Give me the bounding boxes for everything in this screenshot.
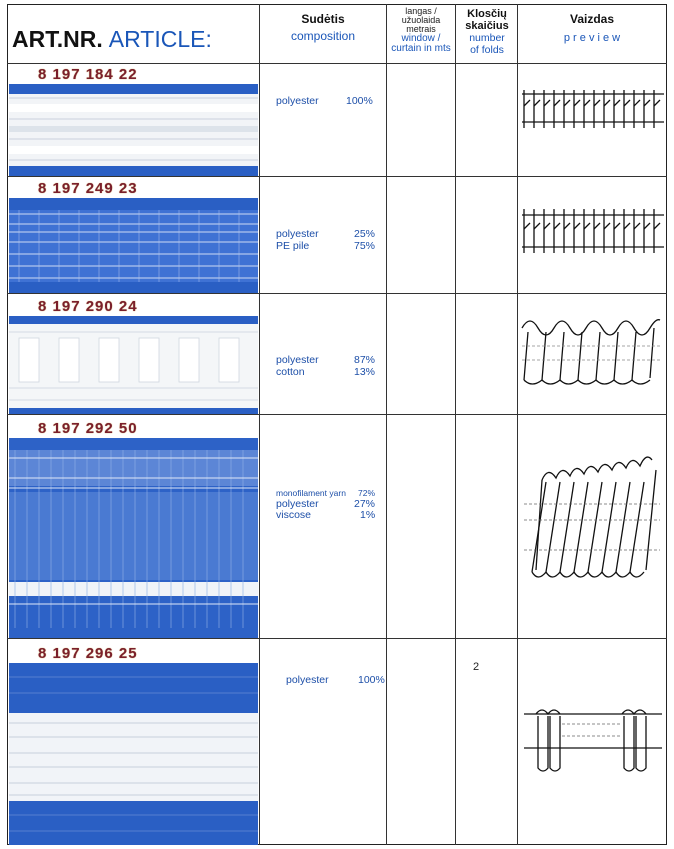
material-percent: 87% xyxy=(354,354,376,366)
material-percent: 13% xyxy=(354,366,376,378)
composition-block xyxy=(276,228,375,252)
article-number: 8 197 292 50 xyxy=(38,420,138,437)
column-divider xyxy=(455,4,456,845)
article-number: 8 197 184 22 xyxy=(38,66,138,83)
diagonal-pleat-icon xyxy=(522,452,666,588)
material-percent: 72% xyxy=(358,488,376,498)
column-divider xyxy=(386,4,387,845)
article-label: ARTICLE: xyxy=(108,26,212,52)
row-divider xyxy=(7,638,667,639)
composition-block xyxy=(276,354,375,378)
folds-title-1: Klosčių xyxy=(467,8,507,20)
article-number: 8 197 249 23 xyxy=(38,180,138,197)
material-name: monofilament yarn xyxy=(276,488,346,498)
composition-subtitle: composition xyxy=(290,29,356,43)
tape-swatch xyxy=(9,84,258,176)
material-name: cotton xyxy=(276,366,305,378)
window-title-3: metrais xyxy=(406,24,436,34)
hook-tape-icon xyxy=(520,86,666,136)
window-title-2: užuolaida xyxy=(401,15,441,25)
folds-count: 2 xyxy=(473,661,480,673)
material-percent: 75% xyxy=(354,240,376,252)
composition-title: Sudėtis xyxy=(301,12,345,26)
preview-title: Vaizdas xyxy=(569,12,615,26)
folds-subtitle-1: number xyxy=(469,32,505,44)
composition-block xyxy=(276,488,375,521)
composition-line xyxy=(276,95,373,107)
material-percent: 100% xyxy=(346,95,373,107)
material-name: polyester xyxy=(276,498,319,510)
column-divider xyxy=(517,4,518,845)
article-number: 8 197 290 24 xyxy=(38,298,138,315)
tape-swatch xyxy=(9,663,258,845)
row-divider xyxy=(7,176,667,177)
preview-subtitle: p r e v i e w xyxy=(563,32,621,44)
folds-title-2: skaičius xyxy=(465,20,509,32)
row-divider xyxy=(7,63,667,64)
material-percent: 100% xyxy=(358,674,385,686)
preview-header xyxy=(519,12,665,44)
double-pleat-icon xyxy=(522,700,666,780)
article-header xyxy=(12,26,212,53)
hook-tape-icon xyxy=(520,205,666,255)
material-name: polyester xyxy=(276,95,319,107)
tape-swatch xyxy=(9,316,258,414)
article-number: 8 197 296 25 xyxy=(38,645,138,662)
composition-header xyxy=(262,12,384,43)
window-title-1: langas / xyxy=(405,6,437,16)
window-subtitle-1: window / xyxy=(401,33,441,44)
wave-pleat-icon xyxy=(520,312,666,392)
row-divider xyxy=(7,293,667,294)
window-header xyxy=(388,7,454,54)
material-percent: 27% xyxy=(354,498,376,510)
row-divider xyxy=(7,414,667,415)
material-name: polyester xyxy=(276,354,319,366)
material-name: viscose xyxy=(276,509,312,521)
material-percent: 25% xyxy=(354,228,376,240)
tape-swatch xyxy=(9,438,258,638)
column-divider xyxy=(259,4,260,845)
window-subtitle-2: curtain in mts xyxy=(391,43,451,54)
folds-header xyxy=(457,8,517,56)
material-name: PE pile xyxy=(276,240,310,252)
tape-swatch xyxy=(9,198,258,293)
composition-line xyxy=(286,674,385,686)
material-percent: 1% xyxy=(360,509,376,521)
art-nr-label: ART.NR. xyxy=(12,26,103,52)
material-name: polyester xyxy=(276,228,319,240)
folds-subtitle-2: of folds xyxy=(470,44,504,56)
material-name: polyester xyxy=(286,674,329,686)
